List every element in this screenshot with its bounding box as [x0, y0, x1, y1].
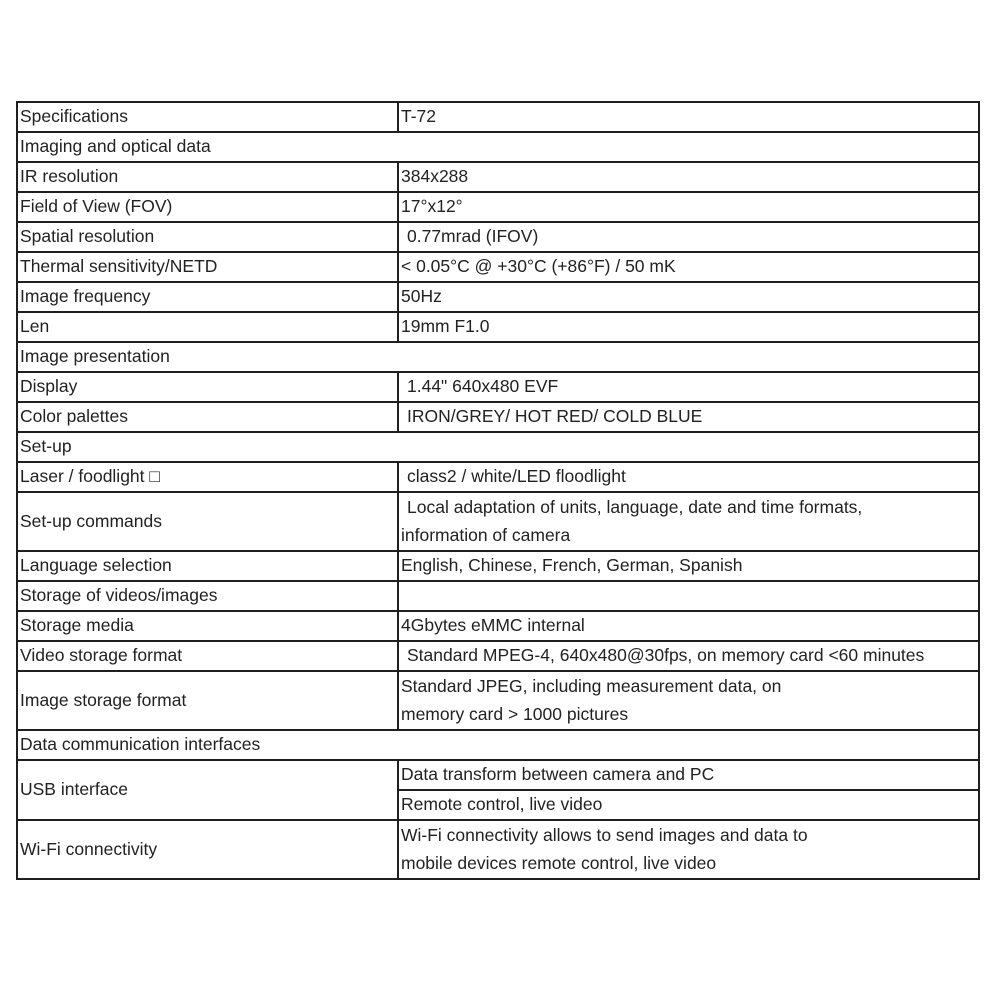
spec-value: 0.77mrad (IFOV)	[398, 222, 979, 252]
table-row	[17, 581, 979, 611]
table-row	[17, 102, 979, 132]
spec-label: Color palettes	[17, 402, 398, 432]
spec-label: Language selection	[17, 551, 398, 581]
section-title-data-comm: Data communication interfaces	[17, 730, 979, 760]
section-title-setup: Set-up	[17, 432, 979, 462]
table-row	[17, 372, 979, 402]
table-row	[17, 162, 979, 192]
spec-value: 17°x12°	[398, 192, 979, 222]
section-row	[17, 432, 979, 462]
spec-value: Standard MPEG-4, 640x480@30fps, on memory card <60 minutes	[398, 641, 979, 671]
spec-label: Spatial resolution	[17, 222, 398, 252]
section-row	[17, 730, 979, 760]
spec-label: Set-up commands	[17, 492, 398, 551]
spec-value: < 0.05°C @ +30°C (+86°F) / 50 mK	[398, 252, 979, 282]
spec-value: T-72	[398, 102, 979, 132]
spec-label: Thermal sensitivity/NETD	[17, 252, 398, 282]
spec-label: Display	[17, 372, 398, 402]
spec-value-line: mobile devices remote control, live video	[401, 852, 717, 873]
spec-value-line: Local adaptation of units, language, date and time formats,	[407, 497, 863, 517]
table-row	[17, 611, 979, 641]
spec-value-line: information of camera	[401, 524, 571, 545]
spec-value: class2 / white/LED floodlight	[398, 462, 979, 492]
section-row	[17, 132, 979, 162]
table-row	[17, 192, 979, 222]
spec-value: 384x288	[398, 162, 979, 192]
table-row	[17, 671, 979, 730]
table-row	[17, 252, 979, 282]
spec-label: Image storage format	[17, 671, 398, 730]
spec-value	[398, 820, 979, 879]
spec-value: IRON/GREY/ HOT RED/ COLD BLUE	[398, 402, 979, 432]
spec-value	[398, 671, 979, 730]
table-row	[17, 551, 979, 581]
spec-value: 19mm F1.0	[398, 312, 979, 342]
spec-label: Video storage format	[17, 641, 398, 671]
spec-value-line: Standard JPEG, including measurement data, on	[401, 676, 782, 696]
spec-label: USB interface	[17, 760, 398, 820]
specifications-table	[16, 101, 980, 880]
spec-label: Field of View (FOV)	[17, 192, 398, 222]
section-row	[17, 342, 979, 372]
spec-label: Storage of videos/images	[17, 581, 398, 611]
spec-value: 50Hz	[398, 282, 979, 312]
table-row	[17, 820, 979, 879]
spec-label: Storage media	[17, 611, 398, 641]
spec-value	[398, 492, 979, 551]
spec-value: Remote control, live video	[398, 790, 979, 820]
spec-label: IR resolution	[17, 162, 398, 192]
table-row	[17, 402, 979, 432]
spec-label: Wi-Fi connectivity	[17, 820, 398, 879]
table-row	[17, 641, 979, 671]
section-title-imaging: Imaging and optical data	[17, 132, 979, 162]
table-row	[17, 222, 979, 252]
spec-label: Image frequency	[17, 282, 398, 312]
spec-value: 1.44" 640x480 EVF	[398, 372, 979, 402]
spec-label: Specifications	[17, 102, 398, 132]
spec-label: Laser / foodlight □	[17, 462, 398, 492]
spec-value: English, Chinese, French, German, Spanish	[398, 551, 979, 581]
spec-value-line: memory card > 1000 pictures	[401, 703, 629, 724]
spec-value-empty	[398, 581, 979, 611]
spec-value-line: Wi-Fi connectivity allows to send images and data to	[401, 825, 808, 845]
table-row	[17, 312, 979, 342]
table-row	[17, 462, 979, 492]
spec-value: Data transform between camera and PC	[398, 760, 979, 790]
table-row	[17, 760, 979, 790]
table-row	[17, 282, 979, 312]
spec-label: Len	[17, 312, 398, 342]
section-title-presentation: Image presentation	[17, 342, 979, 372]
spec-value: 4Gbytes eMMC internal	[398, 611, 979, 641]
table-row	[17, 492, 979, 551]
